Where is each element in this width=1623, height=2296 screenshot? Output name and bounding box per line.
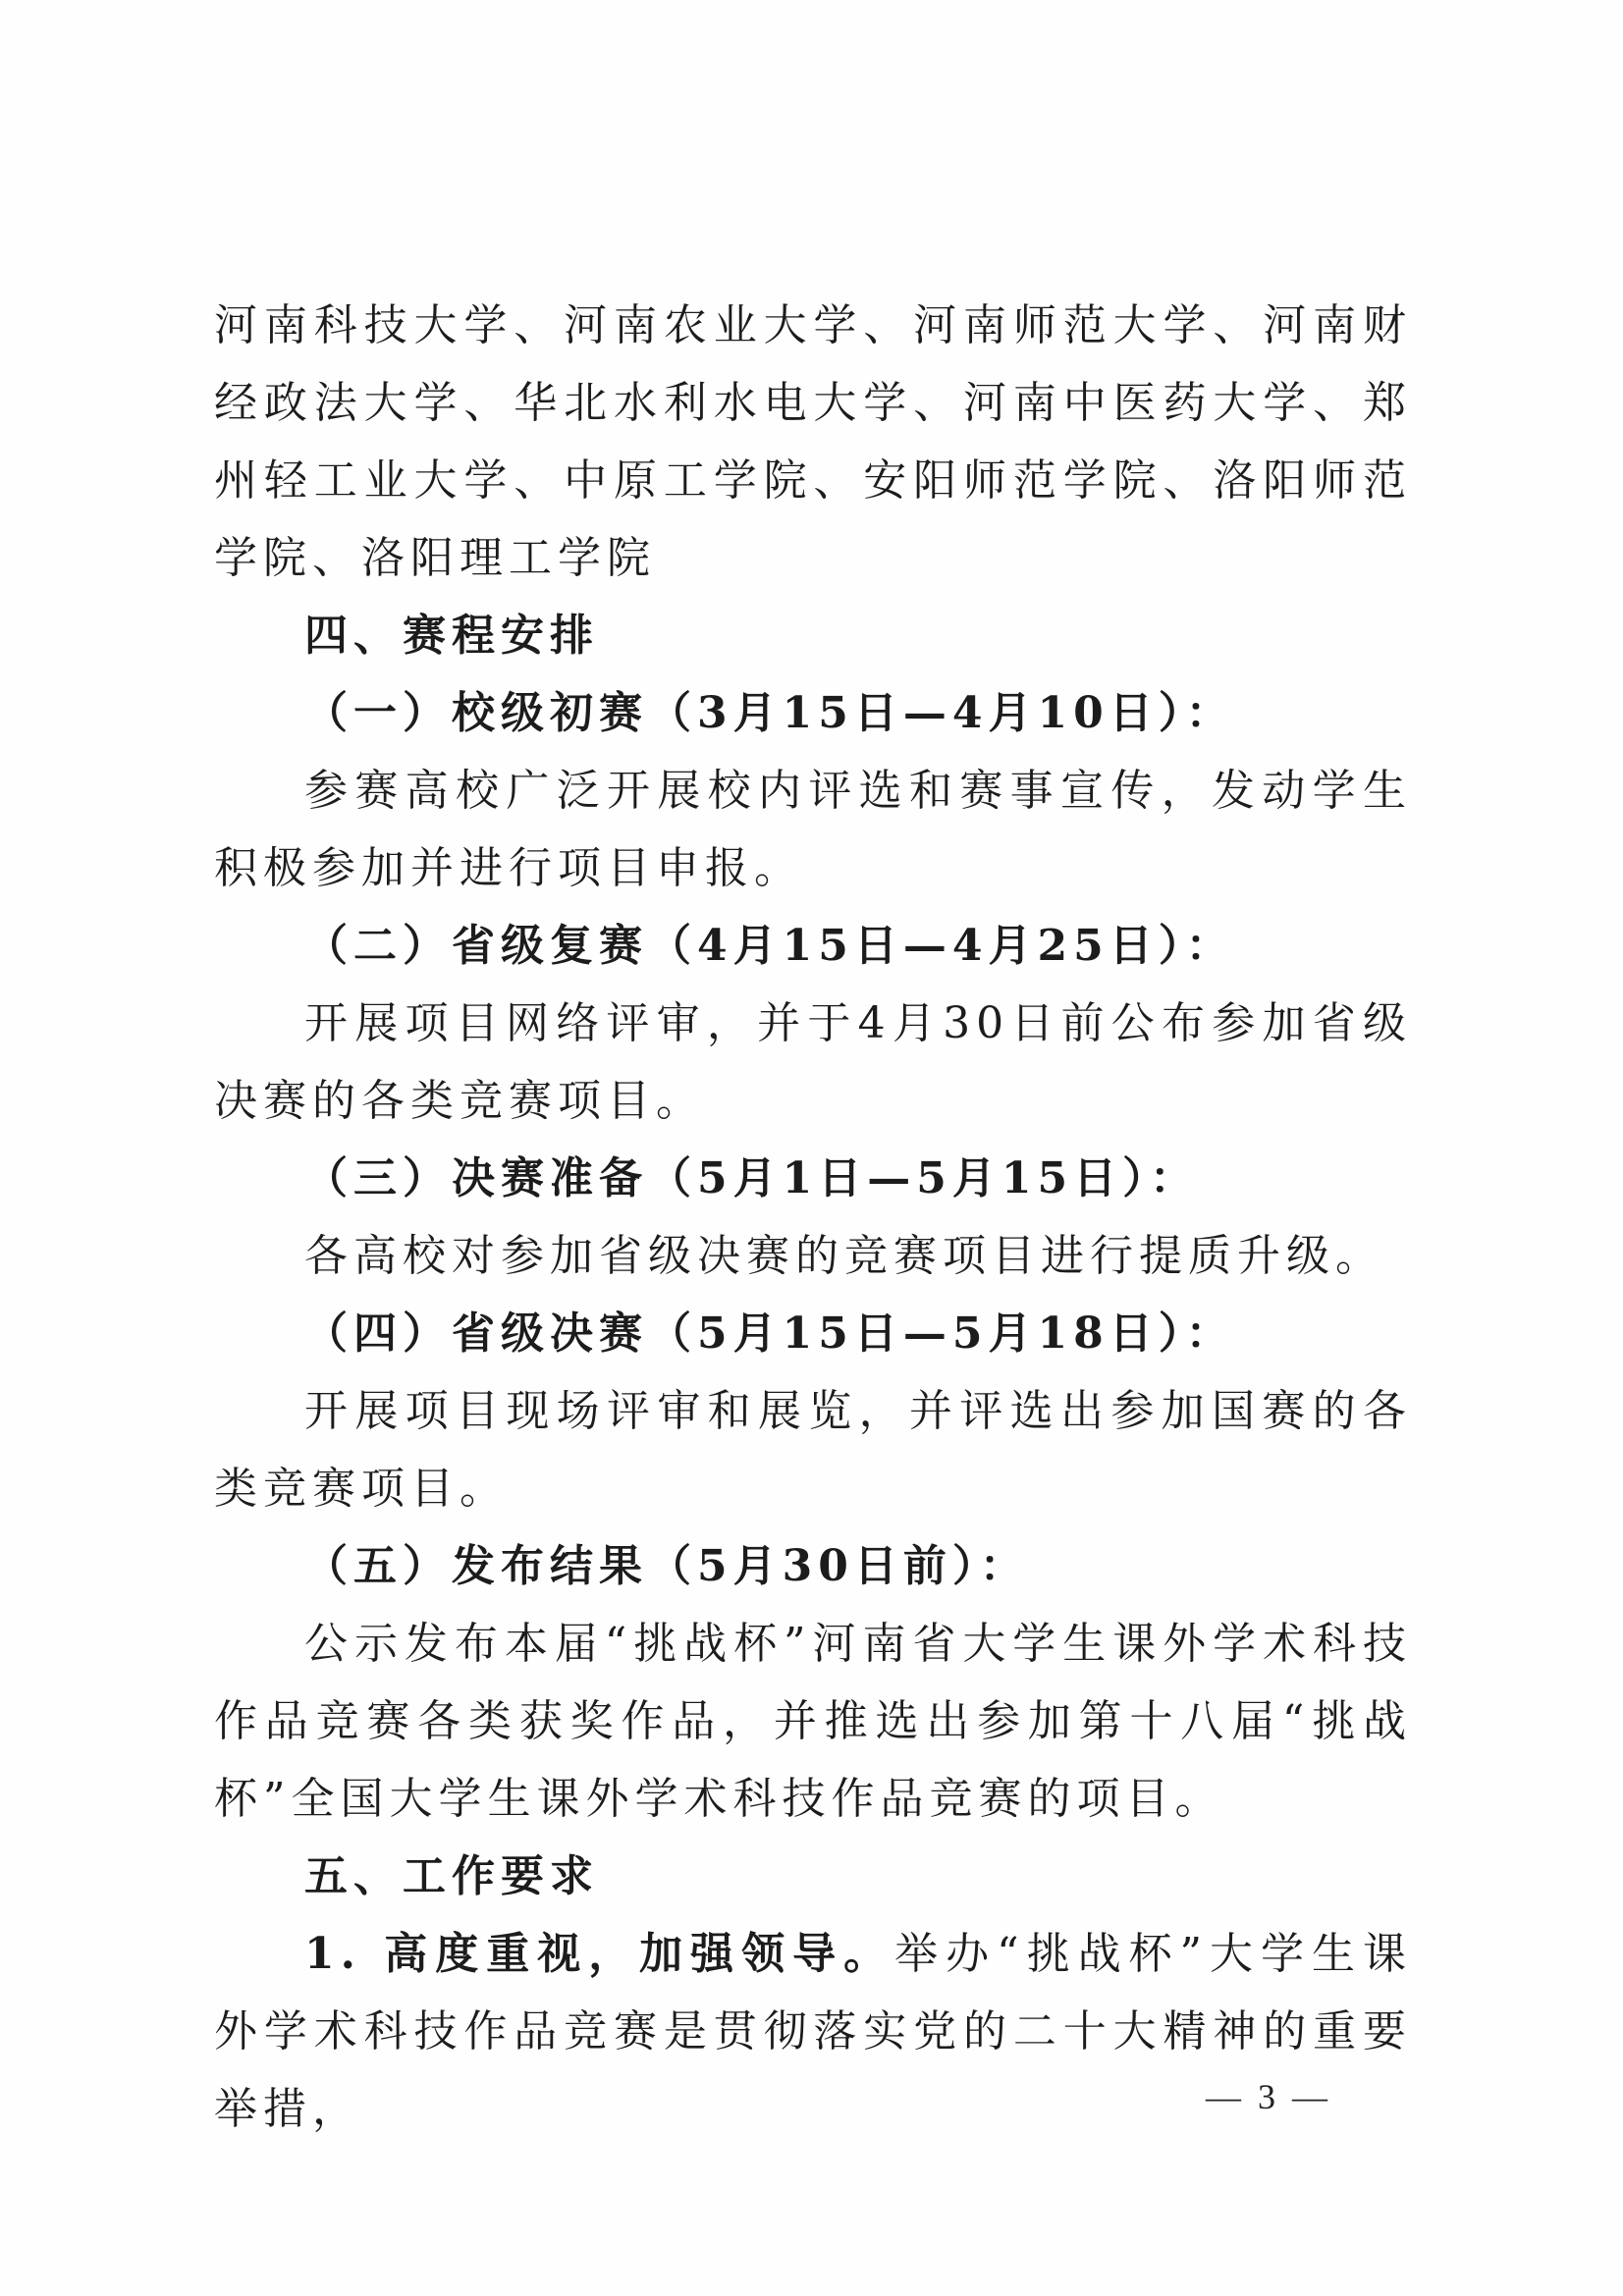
document-body [214, 287, 1412, 2148]
requirement-1-lead: 1. 高度重视，加强领导。 [304, 1929, 895, 1979]
stage-5-body: 公示发布本届“挑战杯”河南省大学生课外学术科技作品竞赛各类获奖作品，并推选出参加第十八届“挑战杯”全国大学生课外学术科技作品竞赛的项目。 [214, 1619, 1412, 1824]
stage-2-heading: （二）省级复赛（4月15日—4月25日）： [304, 921, 1235, 971]
university-list-paragraph: 河南科技大学、河南农业大学、河南师范大学、河南财经政法大学、华北水利水电大学、河南中医药大学、郑州轻工业大学、中原工学院、安阳师范学院、洛阳师范学院、洛阳理工学院 [214, 300, 1412, 583]
stage-3-body: 各高校对参加省级决赛的竞赛项目进行提质升级。 [304, 1231, 1384, 1281]
stage-1-body: 参赛高校广泛开展校内评选和赛事宣传，发动学生积极参加并进行项目申报。 [214, 766, 1412, 893]
section-heading-requirements: 五、工作要求 [304, 1851, 599, 1901]
stage-5-heading: （五）发布结果（5月30日前）： [304, 1541, 1029, 1591]
requirement-1-body: 举办“挑战杯”大学生课外学术科技作品竞赛是贯彻落实党的二十大精神的重要举措， [214, 1929, 1412, 2134]
stage-2-body: 开展项目网络评审，并于4月30日前公布参加省级决赛的各类竞赛项目。 [214, 998, 1412, 1126]
page-number: — 3 — [1206, 2077, 1331, 2116]
stage-3-heading: （三）决赛准备（5月1日—5月15日）： [304, 1153, 1200, 1203]
stage-4-heading: （四）省级决赛（5月15日—5月18日）： [304, 1308, 1235, 1359]
stage-1-heading: （一）校级初赛（3月15日—4月10日）： [304, 688, 1235, 738]
stage-4-body: 开展项目现场评审和展览，并评选出参加国赛的各类竞赛项目。 [214, 1386, 1412, 1514]
section-heading-schedule: 四、赛程安排 [304, 611, 599, 661]
